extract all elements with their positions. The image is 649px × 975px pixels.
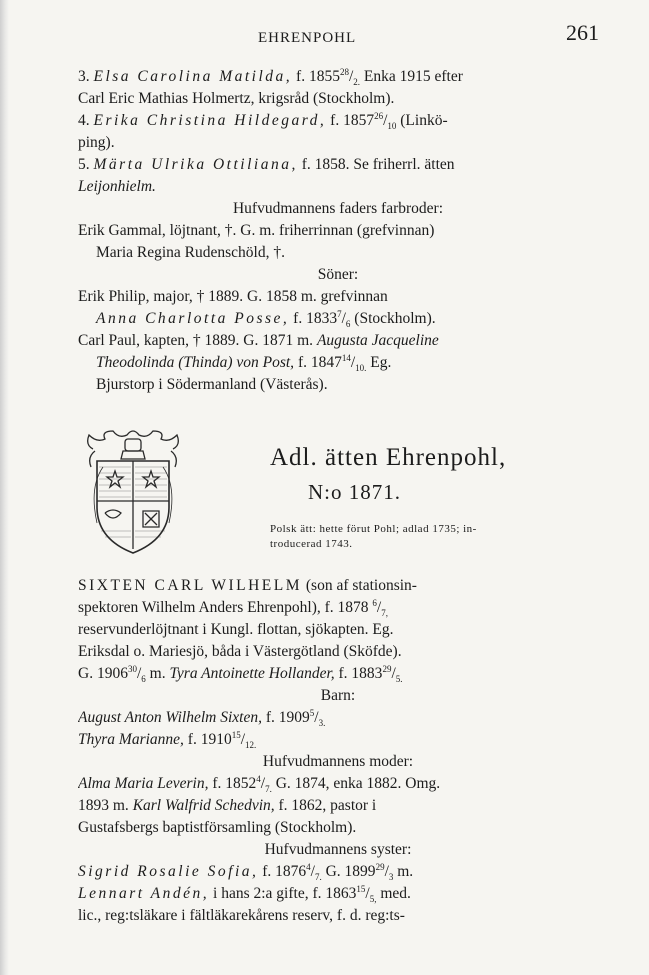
section-heading: Hufvudmannens syster: [264,841,412,858]
entries-block-lower [78,575,598,927]
entry-line: Lennart Andén, i hans 2:a gifte, f. $1863^{15}/_{5,}$ med. [78,883,411,905]
family-number: N:o 1871. [308,480,401,504]
running-title: EHRENPOHL [258,30,357,46]
entry-line: ping). [78,134,115,151]
entry-line: Erik Gammal, löjtnant, †. G. m. friherrinnan (grefvinnan) [78,222,435,239]
coat-of-arms-icon [83,427,183,560]
entry-line: 1893 m. Karl Walfrid Schedvin, f. 1862, pastor i [78,797,377,814]
entry-line: SIXTEN CARL WILHELM (son af stationsin- [78,577,417,594]
entry-line: Sigrid Rosalie Sofia, f. $1876^4/_{7.}$ G. $1899^{29}/_3$ m. [78,861,414,883]
entry-line: Theodolinda (Thinda) von Post, f. $1847^{14}/_{10.}$ Eg. [96,352,392,374]
entry-line: Erik Philip, major, † 1889. G. 1858 m. grefvinnan [78,288,388,305]
entry-line: August Anton Wilhelm Sixten, f. $1909^5/_{3.}$ [78,707,326,729]
page-header [0,20,649,50]
entry-line: lic., reg:tsläkare i fältläkarekårens reserv, f. d. reg:ts- [78,907,405,924]
entry-line: 4. Erika Christina Hildegard, f. $1857^{26}/_{10}$ (Linkö- [78,110,448,132]
entry-line: 3. Elsa Carolina Matilda, f. $1855^{28}/_{2.}$ Enka 1915 efter [78,66,463,88]
family-title: Adl. ätten Ehrenpohl, [270,444,507,471]
entry-line: Carl Paul, kapten, † 1889. G. 1871 m. Augusta Jacqueline [78,332,439,349]
entry-line: Leijonhielm. [78,178,156,195]
entry-line: spektoren Wilhelm Anders Ehrenpohl), f. 1878 $^6/_{7,}$ [78,597,388,619]
section-heading: Hufvudmannens faders farbroder: [232,200,444,217]
entry-line: Maria Regina Rudenschöld, †. [96,244,285,261]
entries-block-upper [78,66,598,396]
entry-line: reservunderlöjtnant i Kungl. flottan, sjökapten. Eg. [78,621,394,638]
entry-line: Gustafsbergs baptistförsamling (Stockholm). [78,819,357,836]
entry-line: Eriksdal o. Mariesjö, båda i Västergötland (Sköfde). [78,643,402,660]
scan-edge [0,0,9,975]
section-heading: Hufvudmannens moder: [262,753,414,770]
section-heading: Söner: [317,266,359,283]
family-note: Polsk ätt: hette förut Pohl; adlad 1735; in- troducerad 1743. [270,523,477,550]
entry-line: Alma Maria Leverin, f. $1852^4/_{7.}$ G. 1874, enka 1882. Omg. [78,773,441,795]
page-number: 261 [566,20,599,45]
entry-line: Carl Eric Mathias Holmertz, krigsråd (Stockholm). [78,90,395,107]
entry-line: Thyra Marianne, f. $1910^{15}/_{12.}$ [78,729,257,751]
section-heading: Barn: [320,687,356,704]
entry-line: 5. Märta Ulrika Ottiliana, f. 1858. Se friherrl. ätten [78,156,455,173]
entry-line: Anna Charlotta Posse, f. $1833^7/_6$ (Stockholm). [96,308,436,330]
entry-line: Bjurstorp i Södermanland (Västerås). [96,376,328,393]
entry-line: G. $1906^{30}/_6$ m. Tyra Antoinette Hollander, f. $1883^{29}/_{5.}$ [78,663,403,685]
